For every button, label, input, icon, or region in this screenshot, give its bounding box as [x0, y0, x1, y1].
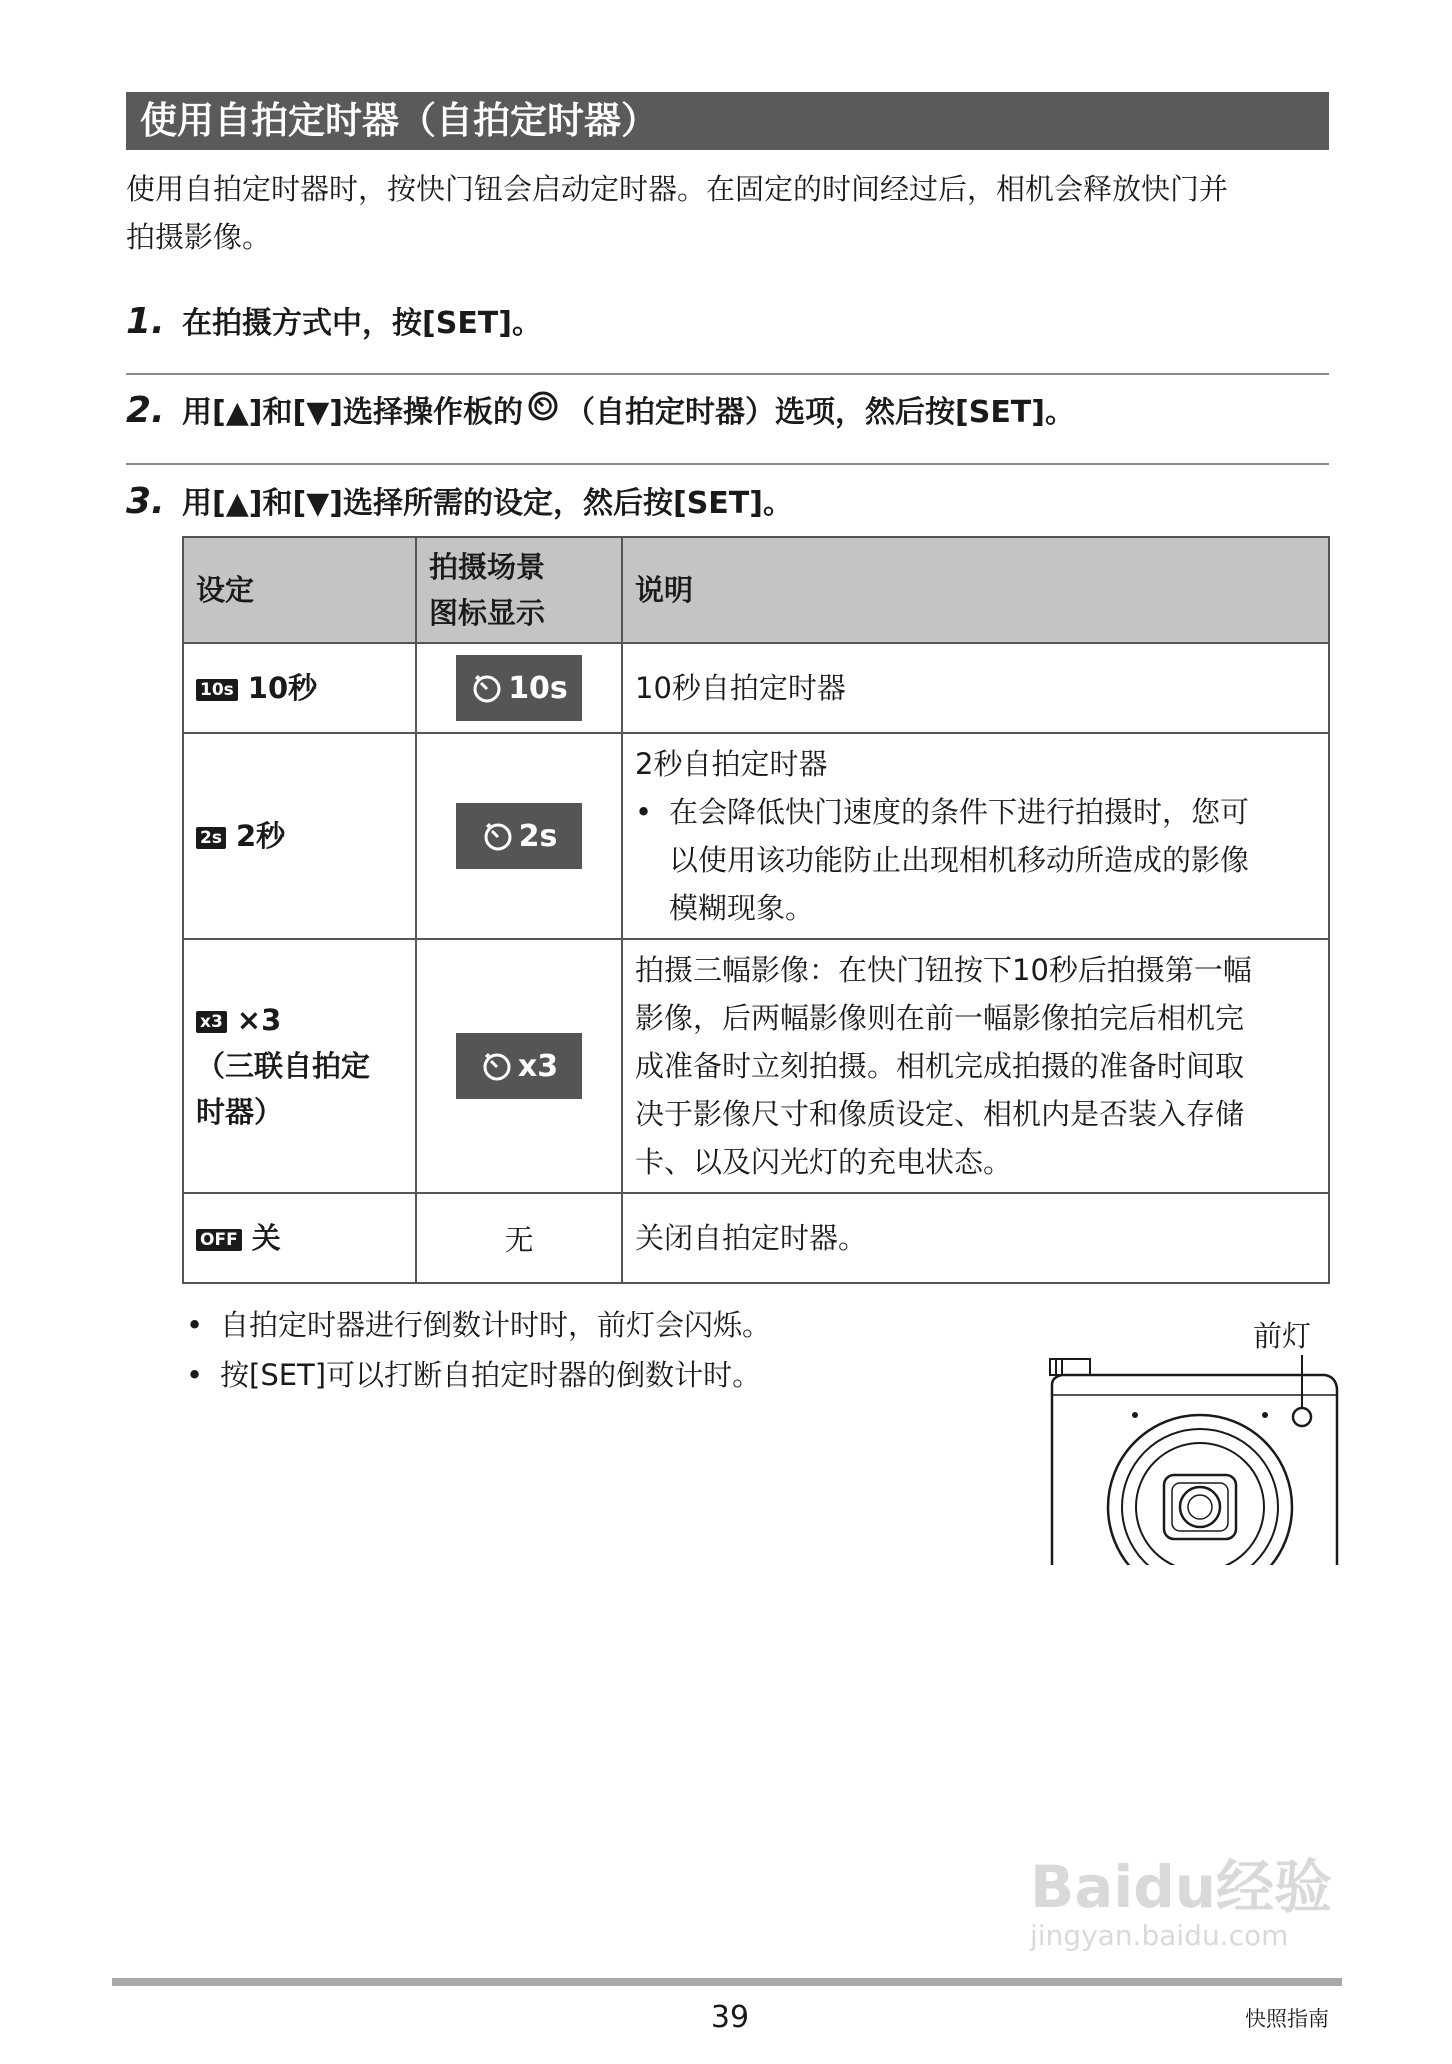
desc-x3-line-3: 成准备时立刻拍摄。相机完成拍摄的准备时间取 — [635, 1049, 1245, 1083]
footer-rule — [112, 1978, 1342, 1986]
step-1-number: 1. — [126, 301, 165, 342]
step-2-text-a: 用[▲]和[▼]选择操作板的 — [182, 395, 523, 430]
bullet-dot: • — [635, 795, 653, 829]
step-1-text: 在拍摄方式中，按[SET]。 — [182, 306, 542, 341]
desc-2s-bullet-line-1: 在会降低快门速度的条件下进行拍摄时，您可 — [669, 795, 1250, 829]
scene-icon-cell-off: 无 — [416, 1193, 622, 1283]
setting-cell-10s — [183, 643, 416, 733]
scene-icon-10s — [456, 655, 582, 721]
notes-list — [186, 1300, 771, 1400]
watermark-brand: Baidu经验 — [1030, 1853, 1333, 1921]
bullet-dot: • — [186, 1308, 204, 1342]
table-row — [183, 733, 1329, 939]
table-row — [183, 1193, 1329, 1283]
desc-cell-10s: 10秒自拍定时器 — [622, 643, 1329, 733]
step-3-number: 3. — [126, 481, 165, 522]
setting-cell-2s — [183, 733, 416, 939]
intro-line-2: 拍摄影像。 — [126, 220, 272, 254]
header-setting: 设定 — [183, 537, 416, 643]
step-2 — [126, 387, 1075, 431]
step-3 — [126, 478, 793, 522]
note-2-text: 按[SET]可以打断自拍定时器的倒数计时。 — [220, 1358, 762, 1392]
section-title: 使用自拍定时器（自拍定时器） — [126, 92, 1329, 150]
setting-cell-x3 — [183, 939, 416, 1193]
note-item — [186, 1350, 771, 1400]
header-description: 说明 — [622, 537, 1329, 643]
step-2-number: 2. — [126, 390, 165, 431]
table-row — [183, 643, 1329, 733]
scene-icon-x3 — [456, 1033, 582, 1099]
scene-icon-cell-x3 — [416, 939, 622, 1193]
step-2-text-b: （自拍定时器）选项，然后按[SET]。 — [565, 395, 1075, 430]
setting-label-x3-line-2: （三联自拍定 — [196, 1049, 371, 1083]
scene-icon-cell-2s — [416, 733, 622, 939]
setting-cell-off — [183, 1193, 416, 1283]
desc-2s-bullet-line-3: 模糊现象。 — [669, 891, 815, 925]
watermark-url: jingyan.baidu.com — [1030, 1919, 1289, 1952]
scene-icon-10s-text: 10s — [508, 670, 568, 706]
step-divider-2 — [126, 463, 1329, 465]
front-lamp-label: 前灯 — [1253, 1319, 1312, 1353]
step-divider-1 — [126, 373, 1329, 375]
setting-label-x3: ×3 — [236, 1003, 282, 1037]
setting-label-x3-line-3: 时器） — [196, 1095, 284, 1129]
footer-section-label: 快照指南 — [1245, 2007, 1329, 2031]
table-header-row — [183, 537, 1329, 643]
timer-icon — [470, 671, 504, 705]
header-scene-icon — [416, 537, 622, 643]
step-1 — [126, 298, 542, 342]
self-timer-icon — [527, 390, 561, 424]
desc-cell-off: 关闭自拍定时器。 — [622, 1193, 1329, 1283]
baidu-watermark — [1030, 1855, 1332, 1952]
note-item — [186, 1300, 771, 1350]
timer-icon — [481, 819, 515, 853]
intro-line-1: 使用自拍定时器时，按快门钮会启动定时器。在固定的时间经过后，相机会释放快门并 — [126, 172, 1229, 206]
intro-paragraph — [126, 165, 1336, 261]
table-row — [183, 939, 1329, 1193]
scene-icon-2s-text: 2s — [518, 818, 558, 854]
scene-icon-cell-10s — [416, 643, 622, 733]
desc-2s-main: 2秒自拍定时器 — [635, 747, 828, 781]
desc-x3-line-1: 拍摄三幅影像：在快门钮按下10秒后拍摄第一幅 — [635, 953, 1252, 987]
desc-cell-2s — [622, 733, 1329, 939]
self-timer-settings-table — [182, 536, 1330, 1284]
desc-x3-line-4: 决于影像尺寸和像质设定、相机内是否装入存储 — [635, 1097, 1245, 1131]
timer-2s-badge-icon: 2s — [196, 827, 226, 849]
note-1-text: 自拍定时器进行倒数计时时，前灯会闪烁。 — [220, 1308, 772, 1342]
timer-x3-badge-icon: x3 — [196, 1011, 227, 1033]
desc-2s-bullet — [635, 788, 1316, 932]
step-3-text: 用[▲]和[▼]选择所需的设定，然后按[SET]。 — [182, 486, 793, 521]
camera-front-illustration — [1040, 1355, 1340, 1565]
timer-off-badge-icon: OFF — [196, 1229, 242, 1251]
timer-icon — [480, 1049, 514, 1083]
header-scene-icon-line-2: 图标显示 — [429, 596, 546, 630]
setting-label-10s: 10秒 — [247, 671, 318, 705]
timer-10s-badge-icon: 10s — [196, 679, 238, 701]
desc-2s-bullet-line-2: 以使用该功能防止出现相机移动所造成的影像 — [669, 843, 1250, 877]
bullet-dot: • — [186, 1358, 204, 1392]
header-scene-icon-line-1: 拍摄场景 — [429, 550, 546, 584]
page-number: 39 — [710, 2000, 750, 2035]
desc-x3-line-2: 影像，后两幅影像则在前一幅影像拍完后相机完 — [635, 1001, 1245, 1035]
desc-x3-line-5: 卡、以及闪光灯的充电状态。 — [635, 1145, 1013, 1179]
desc-cell-x3 — [622, 939, 1329, 1193]
setting-label-2s: 2秒 — [235, 819, 286, 853]
scene-icon-x3-text: x3 — [517, 1048, 559, 1084]
scene-icon-2s — [456, 803, 582, 869]
setting-label-off: 关 — [251, 1221, 281, 1255]
